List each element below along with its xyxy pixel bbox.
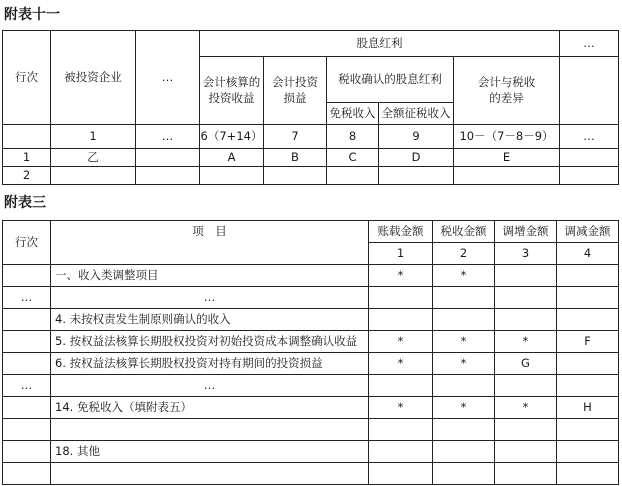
t11-acct-income-line1: 会计核算的 — [202, 74, 261, 89]
t11-cell: D — [379, 149, 454, 167]
t3-cell-tax — [433, 441, 495, 463]
t3-cell-decrease — [557, 353, 619, 375]
t11-num-c9: … — [560, 125, 619, 149]
t3-cell-book: * — [369, 397, 433, 419]
t3-cell-item: 18. 其他 — [51, 441, 369, 463]
t11-header-acct-loss — [264, 57, 327, 125]
t3-cell-item — [51, 419, 369, 441]
t11-data-row — [3, 167, 619, 185]
t11-cell — [379, 167, 454, 185]
t3-cell-decrease: F — [557, 331, 619, 353]
t11-num-c5: 7 — [264, 125, 327, 149]
t3-cell-increase — [495, 287, 557, 309]
t3-row — [3, 397, 619, 419]
t3-cell-no — [3, 353, 51, 375]
t3-header-item: 项 目 — [51, 221, 369, 243]
t3-row — [3, 441, 619, 463]
t3-header-increase: 调增金额 — [495, 221, 557, 243]
t3-cell-tax: * — [433, 397, 495, 419]
t11-diff-line2: 的差异 — [489, 90, 524, 105]
t3-cell-tax — [433, 287, 495, 309]
t3-cell-increase — [495, 309, 557, 331]
t3-cell-item: 14. 免税收入（填附表五） — [51, 397, 369, 419]
t3-row — [3, 375, 619, 397]
t3-cell-item: 4. 未按权责发生制原则确认的收入 — [51, 309, 369, 331]
t3-header-book: 账载金额 — [369, 221, 433, 243]
t11-num-c8: 10－（7－8－9） — [454, 125, 560, 149]
t11-cell — [136, 149, 200, 167]
t3-cell-increase — [495, 441, 557, 463]
t3-cell-book — [369, 309, 433, 331]
t3-cell-tax — [433, 375, 495, 397]
t3-cell-book: * — [369, 265, 433, 287]
t3-cell-item: 一、收入类调整项目 — [51, 265, 369, 287]
t3-cell-increase — [495, 265, 557, 287]
t11-cell — [560, 167, 619, 185]
t3-cell-increase: G — [495, 353, 557, 375]
t3-cell-tax — [433, 309, 495, 331]
t11-header-right: … — [560, 31, 619, 57]
t11-header-row-no: 行次 — [3, 31, 51, 125]
t3-cell-no — [3, 397, 51, 419]
t11-cell: 乙 — [51, 149, 136, 167]
t3-cell-no — [3, 419, 51, 441]
t11-acct-income-line2: 投资收益 — [208, 90, 255, 105]
t3-cell-decrease — [557, 463, 619, 485]
t11-num-c4: 6（7+14） — [200, 125, 264, 149]
t3-cell-item — [51, 463, 369, 485]
t11-header-tax-dividend: 税收确认的股息红利 — [327, 57, 454, 103]
t3-cell-no — [3, 463, 51, 485]
t3-cell-decrease — [557, 265, 619, 287]
t3-cell-no: … — [3, 375, 51, 397]
t11-header-blank — [560, 57, 619, 125]
t3-cell-increase — [495, 463, 557, 485]
table11 — [2, 30, 619, 185]
t3-cell-tax: * — [433, 331, 495, 353]
t11-header-acct-income — [200, 57, 264, 125]
t3-cell-no — [3, 331, 51, 353]
t11-cell — [51, 167, 136, 185]
table11-title: 附表十一 — [4, 7, 60, 23]
t3-num-tax: 2 — [433, 243, 495, 265]
t3-cell-item: 5. 按权益法核算长期股权投资对初始投资成本调整确认收益 — [51, 331, 369, 353]
t11-header-exempt: 免税收入 — [327, 103, 379, 125]
t3-header-decrease: 调减金额 — [557, 221, 619, 243]
t3-cell-decrease — [557, 287, 619, 309]
t3-cell-decrease: H — [557, 397, 619, 419]
t11-acct-loss-line2: 损益 — [283, 90, 307, 105]
t3-cell-item: 6. 按权益法核算长期股权投资对持有期间的投资损益 — [51, 353, 369, 375]
t11-cell: B — [264, 149, 327, 167]
t11-cell — [264, 167, 327, 185]
t11-cell — [560, 149, 619, 167]
t3-row — [3, 287, 619, 309]
t3-cell-item: … — [51, 287, 369, 309]
t3-header-tax: 税收金额 — [433, 221, 495, 243]
t11-cell: C — [327, 149, 379, 167]
t3-cell-book: * — [369, 331, 433, 353]
t11-acct-loss-line1: 会计投资 — [272, 74, 318, 89]
t3-cell-increase — [495, 375, 557, 397]
t3-cell-book — [369, 287, 433, 309]
t3-cell-book — [369, 463, 433, 485]
t3-cell-book — [369, 441, 433, 463]
t3-cell-no — [3, 309, 51, 331]
t11-num-c1 — [3, 125, 51, 149]
t11-cell — [454, 167, 560, 185]
t3-cell-tax — [433, 463, 495, 485]
t3-cell-increase: * — [495, 397, 557, 419]
t3-cell-decrease — [557, 441, 619, 463]
t3-cell-item: … — [51, 375, 369, 397]
t3-cell-book — [369, 375, 433, 397]
t11-number-row — [3, 125, 619, 149]
t3-cell-no — [3, 441, 51, 463]
t3-row — [3, 265, 619, 287]
t11-cell: A — [200, 149, 264, 167]
t3-cell-decrease — [557, 419, 619, 441]
t3-cell-increase — [495, 419, 557, 441]
t3-row — [3, 331, 619, 353]
t11-cell — [327, 167, 379, 185]
t3-header-row-no: 行次 — [3, 221, 51, 265]
t11-diff-line1: 会计与税收 — [477, 74, 536, 89]
t3-row — [3, 419, 619, 441]
t3-cell-no: … — [3, 287, 51, 309]
t3-row — [3, 353, 619, 375]
t11-header-dividend: 股息红利 — [200, 31, 560, 57]
t11-cell: 1 — [3, 149, 51, 167]
t11-cell: 2 — [3, 167, 51, 185]
t3-num-item — [51, 243, 369, 265]
t3-cell-book: * — [369, 353, 433, 375]
t11-header-investee: 被投资企业 — [51, 31, 136, 125]
t11-cell — [136, 167, 200, 185]
t3-cell-book — [369, 419, 433, 441]
t11-data-row — [3, 149, 619, 167]
t11-cell: E — [454, 149, 560, 167]
t11-header-difference — [454, 57, 560, 125]
table3 — [2, 220, 619, 485]
t11-header-taxable: 全额征税收入 — [379, 103, 454, 125]
t3-cell-decrease — [557, 375, 619, 397]
t3-num-decrease: 4 — [557, 243, 619, 265]
t11-cell — [200, 167, 264, 185]
t11-num-c7: 9 — [379, 125, 454, 149]
t3-num-book: 1 — [369, 243, 433, 265]
t3-row — [3, 309, 619, 331]
t3-cell-decrease — [557, 309, 619, 331]
table3-title: 附表三 — [4, 195, 46, 211]
t11-num-c6: 8 — [327, 125, 379, 149]
t3-cell-tax: * — [433, 353, 495, 375]
t3-row — [3, 463, 619, 485]
t3-cell-tax — [433, 419, 495, 441]
t3-cell-no — [3, 265, 51, 287]
t11-header-ellipsis: … — [136, 31, 200, 125]
t3-cell-increase: * — [495, 331, 557, 353]
t11-num-c2: 1 — [51, 125, 136, 149]
t3-num-increase: 3 — [495, 243, 557, 265]
t11-num-c3: … — [136, 125, 200, 149]
t3-cell-tax: * — [433, 265, 495, 287]
